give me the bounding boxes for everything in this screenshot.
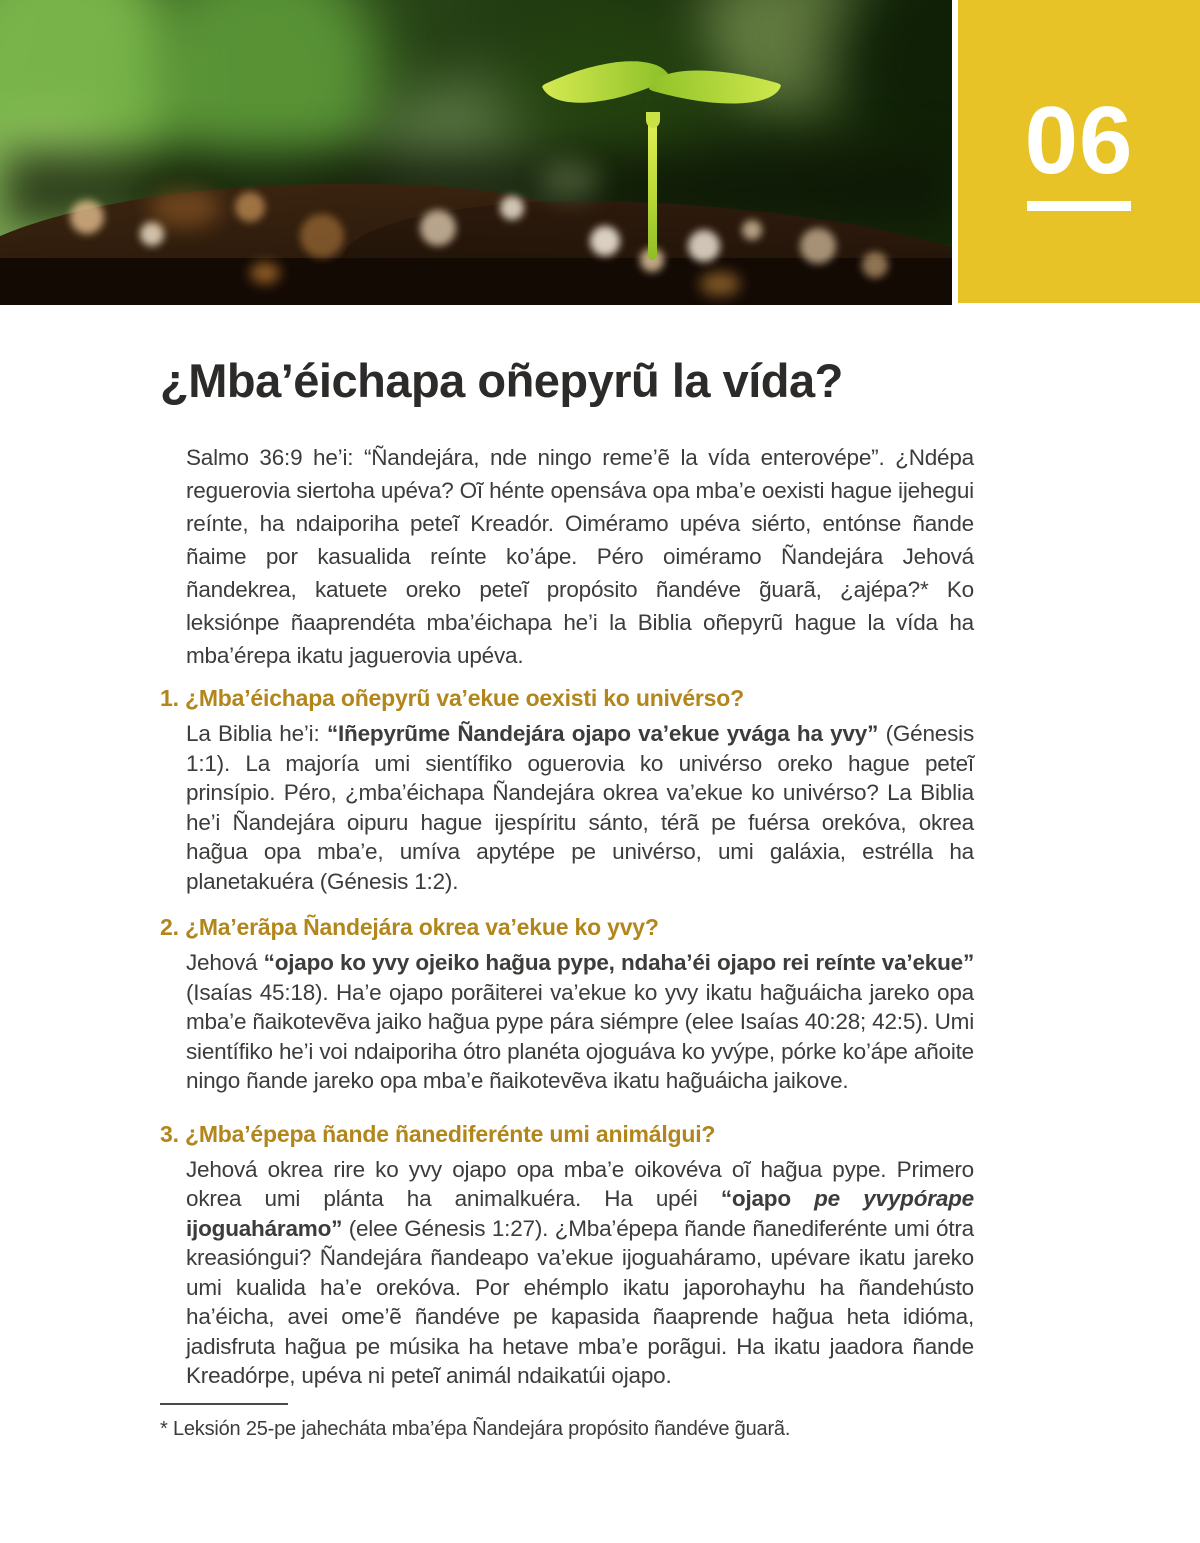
- section-2-paragraph: Jehová “ojapo ko yvy ojeiko hag̃ua pype, ndaha’éi ojapo rei reínte va’ekue” (Isaías 45:18). Ha’e ojapo porãiterei va’ekue ko yvy ikatu hag̃uáicha jareko opa mba’e ñaikotevẽva jaiko hag̃ua pype pára siémpre (elee Isaías 40:28; 42:5). Umi sientífiko he’i voi ndaiporiha ótro planéta ojoguáva ko yvýpe, pórke ko’ápe añoite ningo ñande jareko opa mba’e ñaikotevẽva ikatu hag̃uáicha jaikove.: [186, 950, 974, 1094]
- photo-bokeh-dark: [830, 0, 952, 170]
- footnote-text: * Leksión 25-pe jahecháta mba’épa Ñandejára propósito ñandéve g̃uarã.: [160, 1417, 791, 1440]
- footnote-area: [160, 1403, 974, 1442]
- section-2-heading: 2. ¿Ma’erãpa Ñandejára okrea va’ekue ko yvy?: [160, 914, 659, 941]
- section-1-paragraph: La Biblia he’i: “Iñepyrũme Ñandejára ojapo va’ekue yvága ha yvy” (Génesis 1:1). La majoría umi sientífiko oguerovia ko univérso oreko hague peteĩ prinsípio. Péro, ¿mba’éichapa Ñandejára okrea va’ekue ko univérso? La Biblia he’i Ñandejára oipuru hague ijespíritu sánto, térã pe fuérsa orekóva, okrea hag̃ua opa mba’e, umíva apytépe pe univérso, umi galáxia, estrélla ha planetakuéra (Génesis 1:2).: [186, 721, 975, 894]
- soil-bokeh: [70, 200, 104, 234]
- soil-bokeh: [590, 226, 620, 256]
- soil-bokeh: [140, 222, 164, 246]
- footnote-divider: [160, 1403, 288, 1405]
- soil-bokeh: [250, 262, 280, 284]
- soil-bokeh: [540, 160, 600, 200]
- section-1-heading: 1. ¿Mba’éichapa oñepyrũ va’ekue oexisti ko univérso?: [160, 685, 744, 712]
- soil-bokeh: [235, 192, 265, 222]
- soil-bokeh: [688, 230, 720, 262]
- soil-bokeh: [862, 252, 888, 278]
- intro-paragraph: Salmo 36:9 he’i: “Ñandejára, nde ningo reme’ẽ la vída enterovépe”. ¿Ndépa reguerovia siertoha upéva? Oĩ hénte opensáva opa mba’e oexisti hague ijehegui reínte, ha ndaiporiha peteĩ Kreadór. Oiméramo upéva siérto, entónse ñande ñaime por kasualida reínte ko’ápe. Péro oiméramo Ñandejára Jehová ñandekrea, katuete oreko peteĩ propósito ñandéve g̃uarã, ¿ajépa?* Ko leksiónpe ñaaprendéta mba’éichapa he’i la Biblia oñepyrũ hague la vída ha mba’érepa ikatu jaguerovia upéva.: [186, 445, 974, 669]
- soil-bokeh: [742, 220, 762, 240]
- lesson-number-badge: [958, 0, 1200, 303]
- soil-bokeh: [420, 210, 456, 246]
- section-1: [160, 684, 974, 896]
- lesson-number: 06: [1024, 86, 1134, 194]
- soil-bokeh: [700, 272, 740, 296]
- sprout-fork: [646, 112, 660, 128]
- soil-bokeh: [150, 188, 220, 228]
- lesson-content: [160, 305, 974, 1442]
- section-2: [160, 913, 974, 1096]
- soil: [0, 258, 952, 305]
- page-title: ¿Mba’éichapa oñepyrũ la vída?: [160, 354, 843, 407]
- soil-bokeh: [500, 196, 524, 220]
- sprout-stem: [648, 120, 657, 260]
- soil-bokeh: [800, 228, 836, 264]
- soil-bokeh: [300, 214, 344, 258]
- section-3: [160, 1120, 974, 1391]
- section-3-paragraph: Jehová okrea rire ko yvy ojapo opa mba’e oikovéva oĩ hag̃ua pype. Primero okrea umi plánta ha animalkuéra. Ha upéi “ojapo pe yvypórape ijoguaháramo” (elee Génesis 1:27). ¿Mba’épepa ñande ñanediferénte umi ótra kreasióngui? Ñandejára ñandeapo va’ekue ijoguaháramo, upévare ikatu jareko umi kualida ha’e orekóva. Por ehémplo ikatu japorohayhu ha ñandehústo ha’éicha, avei ome’ẽ ñandéve pe kapasida ñaaprende hag̃ua heta idióma, jadisfruta hag̃ua pe músika ha hetave mba’e porãgui. Ha ikatu jaadora ñande Kreadórpe, upéva ni peteĩ animál ndaikatúi ojapo.: [186, 1156, 974, 1389]
- badge-underline: [1027, 201, 1131, 211]
- header-photo: [0, 0, 952, 305]
- section-3-heading: 3. ¿Mba’épepa ñande ñanediferénte umi animálgui?: [160, 1120, 716, 1147]
